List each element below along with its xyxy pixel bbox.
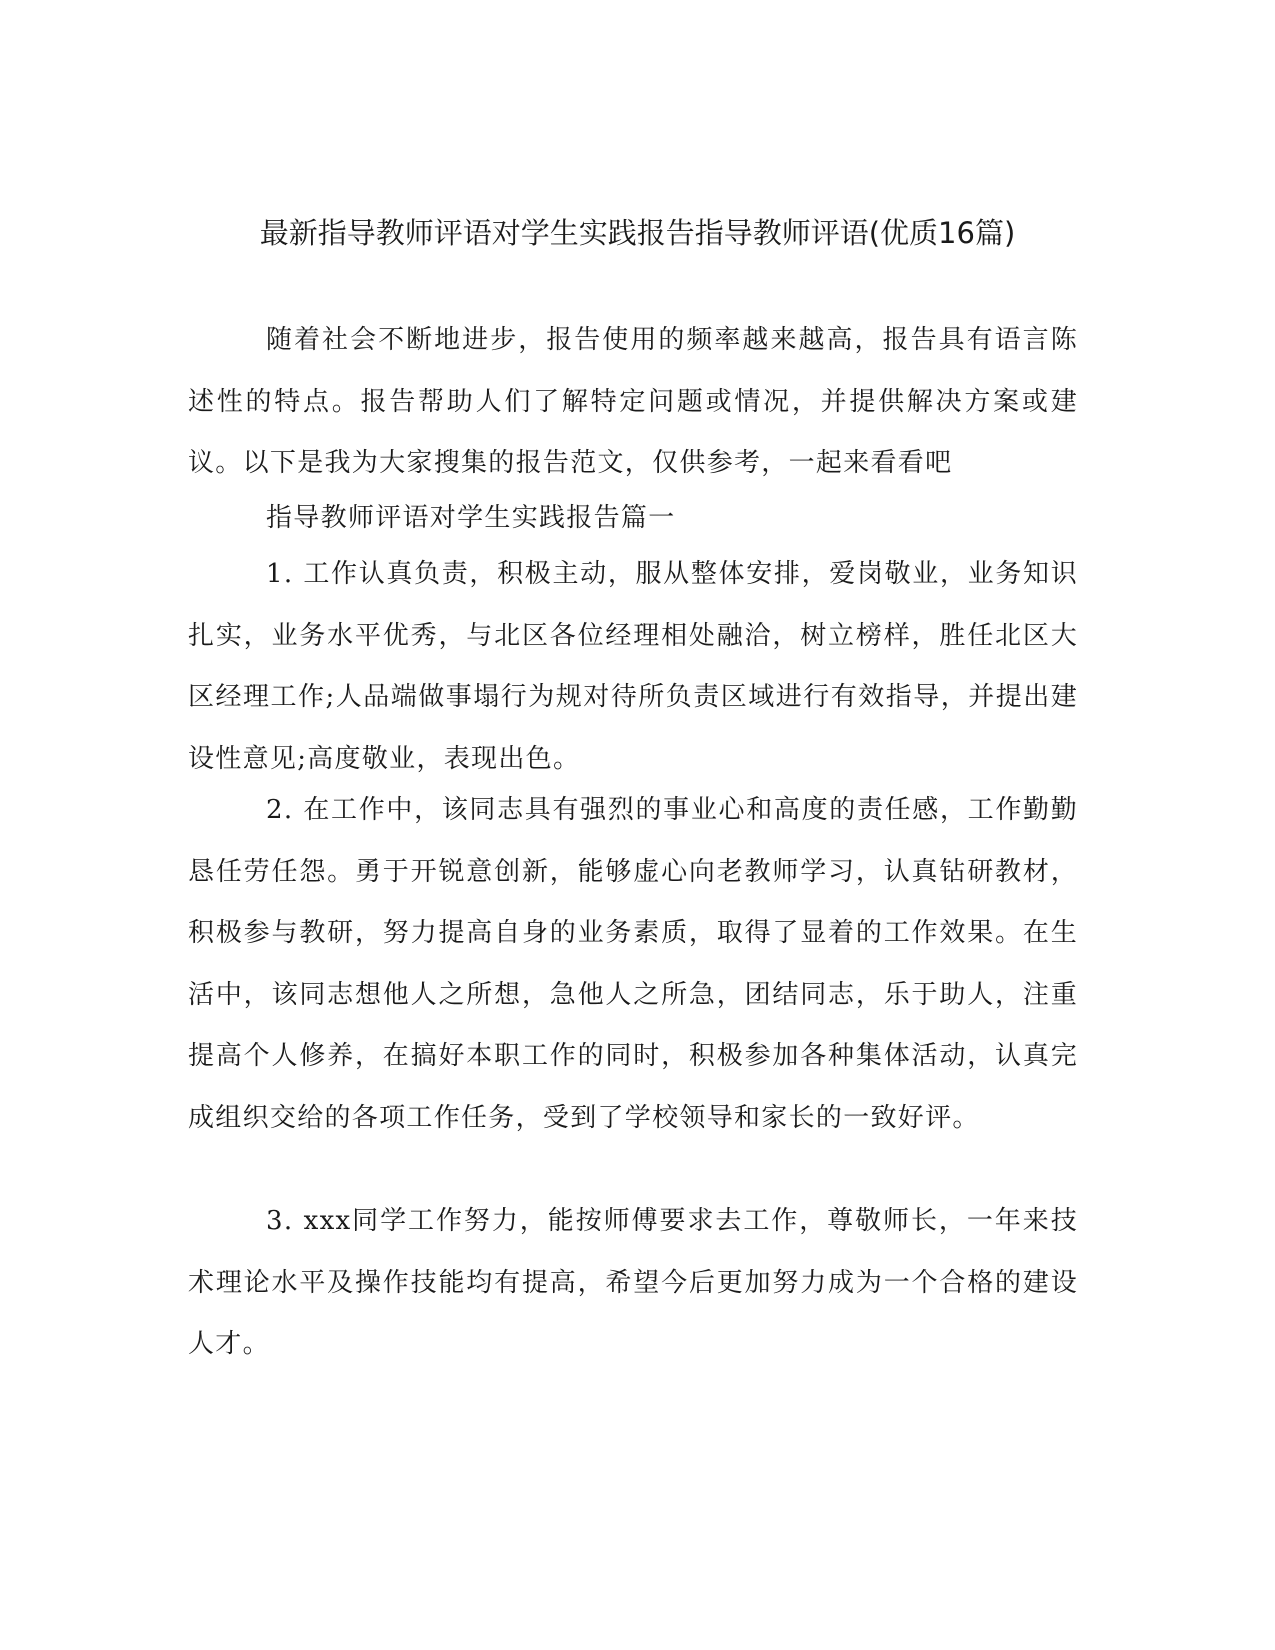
comment-item-1: 1. 工作认真负责，积极主动，服从整体安排，爱岗敬业，业务知识扎实，业务水平优秀，与北区各位经理相处融洽，树立榜样，胜任北区大区经理工作;人品端做事塌行为规对待所负责区域进行有效指导，并提出建设性意见;高度敬业，表现出色。 bbox=[188, 559, 1078, 774]
section-heading: 指导教师评语对学生实践报告篇一 bbox=[266, 503, 676, 533]
intro-paragraph: 随着社会不断地进步，报告使用的频率越来越高，报告具有语言陈述性的特点。报告帮助人们了解特定问题或情况，并提供解决方案或建议。以下是我为大家搜集的报告范文，仅供参考，一起来看看吧 bbox=[188, 325, 1078, 478]
comment-item-3: 3. xxx同学工作努力，能按师傅要求去工作，尊敬师长，一年来技术理论水平及操作技能均有提高，希望今后更加努力成为一个合格的建设人才。 bbox=[188, 1206, 1078, 1359]
document-title: 最新指导教师评语对学生实践报告指导教师评语(优质16篇) bbox=[259, 216, 1016, 250]
comment-item-2: 2. 在工作中，该同志具有强烈的事业心和高度的责任感，工作勤勤恳任劳任怨。勇于开锐意创新，能够虚心向老教师学习，认真钻研教材，积极参与教研，努力提高自身的业务素质，取得了显着的工作效果。在生活中，该同志想他人之所想，急他人之所急，团结同志，乐于助人，注重提高个人修养，在搞好本职工作的同时，积极参加各种集体活动，认真完成组织交给的各项工作任务，受到了学校领导和家长的一致好评。 bbox=[188, 795, 1078, 1133]
